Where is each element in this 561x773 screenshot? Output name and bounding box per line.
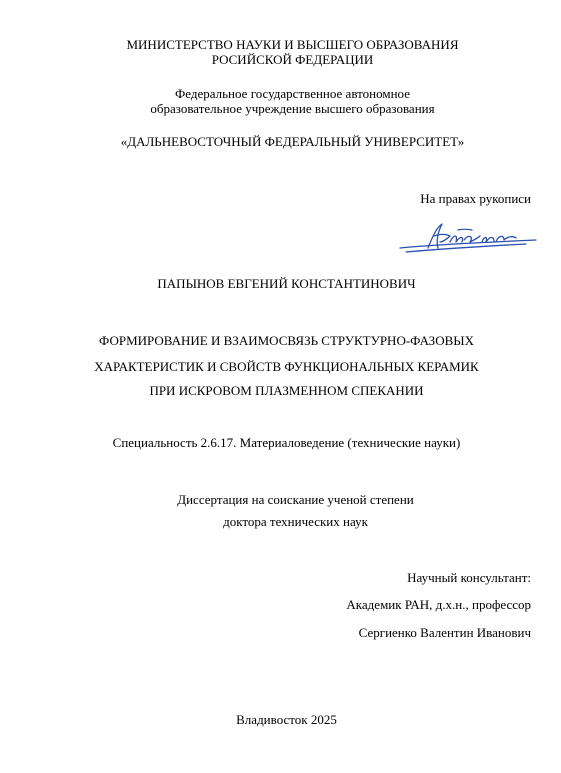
- degree-line-2: доктора технических наук: [223, 514, 368, 529]
- degree-line-1: Диссертация на соискание ученой степени: [177, 492, 414, 507]
- consultant-label: Научный консультант:: [407, 570, 531, 585]
- institution-line-1: Федеральное государственное автономное: [175, 86, 410, 101]
- university-name: «ДАЛЬНЕВОСТОЧНЫЙ ФЕДЕРАЛЬНЫЙ УНИВЕРСИТЕТ»: [120, 134, 465, 149]
- ministry-line-1: МИНИСТЕРСТВО НАУКИ И ВЫСШЕГО ОБРАЗОВАНИЯ: [126, 37, 459, 52]
- ministry-line-2: РОСИЙСКОЙ ФЕДЕРАЦИИ: [211, 52, 374, 67]
- city-year: Владивосток 2025: [236, 712, 337, 727]
- author-name: ПАПЫНОВ ЕВГЕНИЙ КОНСТАНТИНОВИЧ: [157, 276, 416, 291]
- consultant-rank: Академик РАН, д.х.н., профессор: [346, 597, 531, 612]
- institution-line-2: образовательное учреждение высшего образования: [150, 101, 435, 116]
- consultant-name: Сергиенко Валентин Иванович: [358, 625, 531, 640]
- handwritten-signature-icon: [398, 218, 538, 258]
- specialty: Специальность 2.6.17. Материаловедение (технические науки): [112, 435, 461, 450]
- dissertation-title-line-1: ФОРМИРОВАНИЕ И ВЗАИМОСВЯЗЬ СТРУКТУРНО-ФАЗОВЫХ: [99, 333, 474, 348]
- dissertation-title-line-2: ХАРАКТЕРИСТИК И СВОЙСТВ ФУНКЦИОНАЛЬНЫХ КЕРАМИК: [94, 359, 479, 374]
- manuscript-note: На правах рукописи: [420, 191, 531, 206]
- dissertation-title-line-3: ПРИ ИСКРОВОМ ПЛАЗМЕННОМ СПЕКАНИИ: [149, 383, 424, 398]
